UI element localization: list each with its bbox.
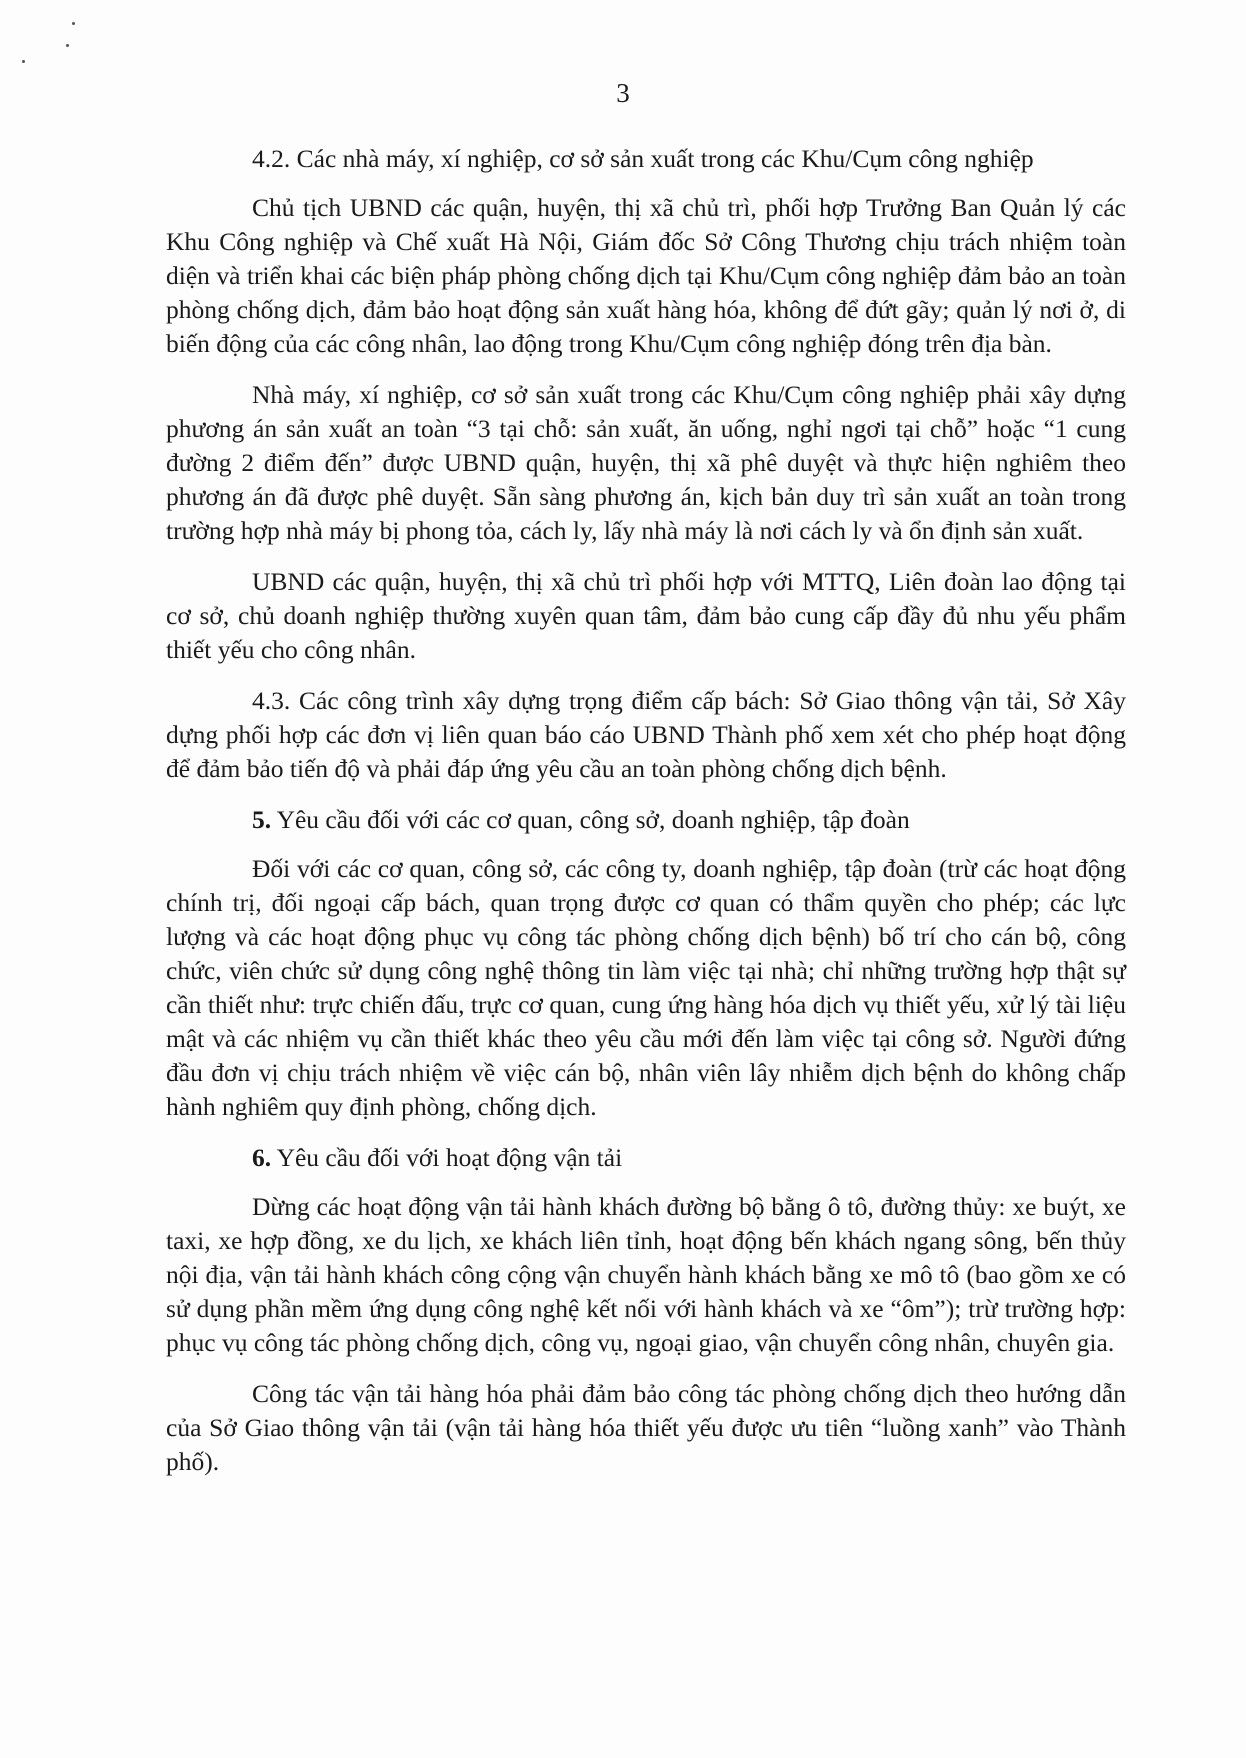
section-6-heading xyxy=(166,1141,1126,1175)
section-6-title: Yêu cầu đối với hoạt động vận tải xyxy=(276,1143,623,1172)
section-4-2-paragraph-2: Nhà máy, xí nghiệp, cơ sở sản xuất trong các Khu/Cụm công nghiệp phải xây dựng phương án sản xuất an toàn “3 tại chỗ: sản xuất, ăn uống, nghỉ ngơi tại chỗ” hoặc “1 cung đường 2 điểm đến” được UBND quận, huyện, thị xã phê duyệt và thực hiện nghiêm theo phương án đã được phê duyệt. Sẵn sàng phương án, kịch bản duy trì sản xuất an toàn trong trường hợp nhà máy bị phong tỏa, cách ly, lấy nhà máy là nơi cách ly và ổn định sản xuất. xyxy=(166,380,1126,545)
scan-speck xyxy=(22,60,25,63)
section-6-number: 6. xyxy=(252,1143,272,1172)
section-5-heading xyxy=(166,803,1126,837)
section-5-number: 5. xyxy=(252,805,272,834)
section-6-paragraph-1: Dừng các hoạt động vận tải hành khách đường bộ bằng ô tô, đường thủy: xe buýt, xe taxi, xe hợp đồng, xe du lịch, xe khách liên tỉnh, hoạt động bến khách ngang sông, bến thủy nội địa, vận tải hành khách công cộng vận chuyển hành khách bằng xe mô tô (bao gồm xe có sử dụng phần mềm ứng dụng công nghệ kết nối với hành khách và xe “ôm”); trừ trường hợp: phục vụ công tác phòng chống dịch, công vụ, ngoại giao, vận chuyển công nhân, chuyên gia. xyxy=(166,1192,1126,1357)
scan-speck xyxy=(66,44,69,47)
section-4-2-heading: 4.2. Các nhà máy, xí nghiệp, cơ sở sản xuất trong các Khu/Cụm công nghiệp xyxy=(252,144,1034,173)
section-5-paragraph-1: Đối với các cơ quan, công sở, các công ty, doanh nghiệp, tập đoàn (trừ các hoạt động chính trị, đối ngoại cấp bách, quan trọng được cơ quan có thẩm quyền cho phép; các lực lượng và các hoạt động phục vụ công tác phòng chống dịch bệnh) bố trí cho cán bộ, công chức, viên chức sử dụng công nghệ thông tin làm việc tại nhà; chỉ những trường hợp thật sự cần thiết như: trực chiến đấu, trực cơ quan, cung ứng hàng hóa dịch vụ thiết yếu, xử lý tài liệu mật và các nhiệm vụ cần thiết khác theo yêu cầu mới đến làm việc tại công sở. Người đứng đầu đơn vị chịu trách nhiệm về việc cán bộ, nhân viên lây nhiễm dịch bệnh do không chấp hành nghiêm quy định phòng, chống dịch. xyxy=(166,854,1126,1121)
section-4-2-paragraph-3: UBND các quận, huyện, thị xã chủ trì phối hợp với MTTQ, Liên đoàn lao động tại cơ sở, chủ doanh nghiệp thường xuyên quan tâm, đảm bảo cung cấp đầy đủ nhu yếu phẩm thiết yếu cho công nhân. xyxy=(166,567,1126,664)
section-6-paragraph-2: Công tác vận tải hàng hóa phải đảm bảo công tác phòng chống dịch theo hướng dẫn của Sở Giao thông vận tải (vận tải hàng hóa thiết yếu được ưu tiên “luồng xanh” vào Thành phố). xyxy=(166,1379,1126,1476)
section-4-2-paragraph-1: Chủ tịch UBND các quận, huyện, thị xã chủ trì, phối hợp Trưởng Ban Quản lý các Khu Công nghiệp và Chế xuất Hà Nội, Giám đốc Sở Công Thương chịu trách nhiệm toàn diện và triển khai các biện pháp phòng chống dịch tại Khu/Cụm công nghiệp đảm bảo an toàn phòng chống dịch, đảm bảo hoạt động sản xuất hàng hóa, không để đứt gãy; quản lý nơi ở, di biến động của các công nhân, lao động trong Khu/Cụm công nghiệp đóng trên địa bàn. xyxy=(166,193,1126,358)
document-body xyxy=(166,142,1126,1496)
section-5-title: Yêu cầu đối với các cơ quan, công sở, doanh nghiệp, tập đoàn xyxy=(276,805,910,834)
page-number: 3 xyxy=(616,78,630,108)
section-4-3-paragraph: 4.3. Các công trình xây dựng trọng điểm cấp bách: Sở Giao thông vận tải, Sở Xây dựng phối hợp các đơn vị liên quan báo cáo UBND Thành phố xem xét cho phép hoạt động để đảm bảo tiến độ và phải đáp ứng yêu cầu an toàn phòng chống dịch bệnh. xyxy=(166,686,1126,783)
scan-speck xyxy=(72,22,75,25)
